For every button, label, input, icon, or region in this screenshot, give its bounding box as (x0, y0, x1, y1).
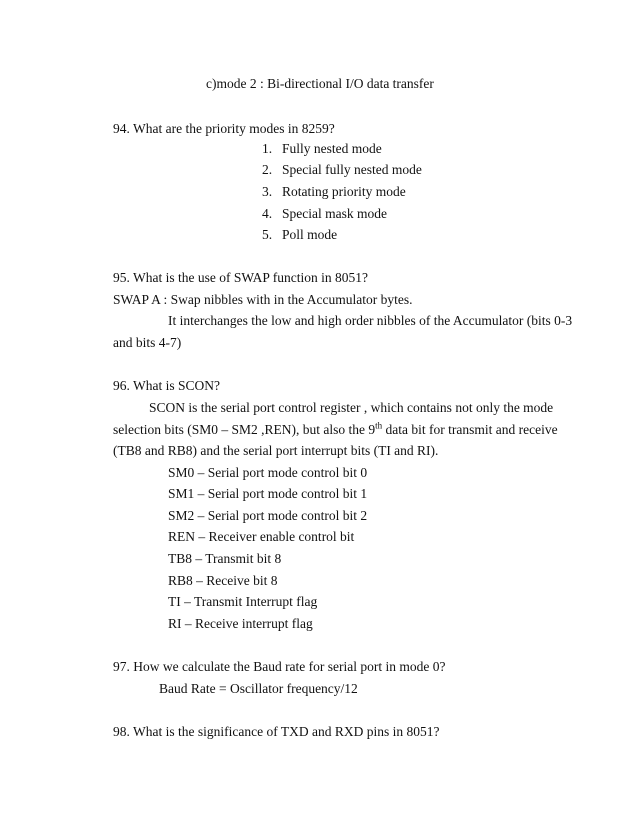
list-item: REN – Receiver enable control bit (168, 529, 355, 544)
list-item: SM2 – Serial port mode control bit 2 (168, 508, 368, 523)
question-97: 97. How we calculate the Baud rate for serial port in mode 0? (113, 659, 446, 674)
answer-96-line1: SCON is the serial port control register , which contains not only the mode (149, 400, 554, 415)
answer-97: Baud Rate = Oscillator frequency/12 (159, 681, 358, 696)
answer-95-line3: and bits 4-7) (113, 335, 182, 350)
list-item: SM1 – Serial port mode control bit 1 (168, 486, 368, 501)
list-text: Special mask mode (282, 206, 387, 221)
list-item: TI – Transmit Interrupt flag (168, 594, 318, 609)
list-number: 4. (262, 206, 273, 221)
answer-96-line2-a: selection bits (SM0 – SM2 ,REN), but also the 9 (113, 422, 376, 437)
list-item (262, 184, 406, 200)
answer-96-line2-b: data bit for transmit and receive (382, 422, 558, 437)
list-item (262, 162, 422, 178)
list-text: Poll mode (282, 227, 338, 242)
list-item: RI – Receive interrupt flag (168, 616, 313, 631)
list-text: Rotating priority mode (282, 184, 406, 199)
question-95: 95. What is the use of SWAP function in 8051? (113, 270, 368, 285)
list-item: RB8 – Receive bit 8 (168, 573, 278, 588)
list-text: Fully nested mode (282, 141, 382, 156)
list-number: 3. (262, 184, 273, 199)
answer-95-line2: It interchanges the low and high order nibbles of the Accumulator (bits 0-3 (168, 313, 573, 328)
superscript-th: th (375, 420, 383, 431)
list-item: TB8 – Transmit bit 8 (168, 551, 282, 566)
list-item (262, 206, 387, 222)
question-98: 98. What is the significance of TXD and RXD pins in 8051? (113, 724, 440, 739)
list-number: 1. (262, 141, 273, 156)
question-94: 94. What are the priority modes in 8259? (113, 121, 335, 136)
list-item (262, 141, 382, 157)
answer-96-line2 (113, 422, 558, 438)
list-number: 2. (262, 162, 273, 177)
answer-96-line3: (TB8 and RB8) and the serial port interrupt bits (TI and RI). (113, 443, 439, 458)
list-item (262, 227, 337, 243)
question-96: 96. What is SCON? (113, 378, 220, 393)
list-item: SM0 – Serial port mode control bit 0 (168, 465, 368, 480)
list-text: Special fully nested mode (282, 162, 422, 177)
mode2-line: c)mode 2 : Bi-directional I/O data transfer (206, 76, 434, 91)
answer-95-line1: SWAP A : Swap nibbles with in the Accumulator bytes. (113, 292, 413, 307)
list-number: 5. (262, 227, 273, 242)
